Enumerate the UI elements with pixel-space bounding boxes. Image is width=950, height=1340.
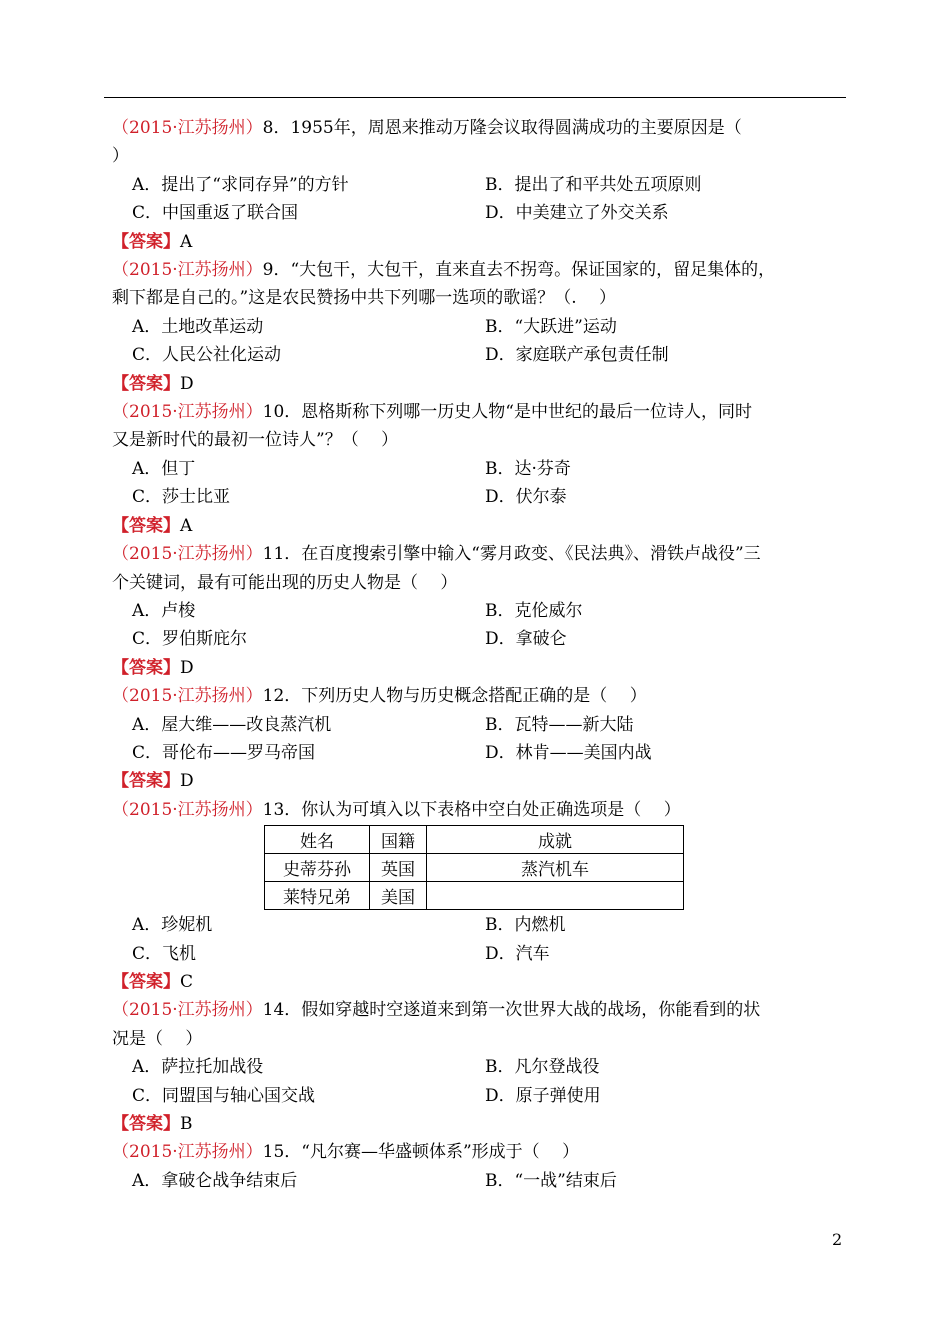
question-source: （2015·江苏扬州）	[112, 118, 263, 138]
options-row	[112, 455, 852, 483]
options-row	[112, 1167, 852, 1195]
question-8	[112, 114, 852, 256]
options-row	[112, 597, 852, 625]
answer-tag: 【答案】	[112, 657, 180, 678]
question-text-continued: 个关键词，最有可能出现的历史人物是（ ）	[112, 572, 458, 593]
page-number: 2	[832, 1230, 843, 1249]
table-row	[265, 854, 684, 882]
answer-value: D	[180, 657, 194, 678]
table-header-cell: 国籍	[370, 826, 427, 854]
question-stem	[112, 796, 852, 824]
option-b: B．“一战”结束后	[485, 1170, 617, 1191]
option-c: C．罗伯斯庇尔	[132, 629, 248, 650]
options-row	[112, 313, 852, 341]
option-b: B．凡尔登战役	[485, 1057, 600, 1078]
question-text-continued: 又是新时代的最初一位诗人”？（ ）	[112, 430, 399, 451]
question-source: （2015·江苏扬州）	[112, 1000, 263, 1021]
question-13	[112, 796, 852, 997]
options-row	[112, 940, 852, 968]
table-header-cell: 成就	[427, 826, 684, 854]
answer-tag: 【答案】	[112, 231, 180, 252]
question-stem	[112, 682, 852, 710]
answer-value: A	[180, 515, 193, 536]
option-d: D．伏尔泰	[485, 487, 567, 508]
option-d: D．汽车	[485, 943, 550, 964]
options-row	[112, 711, 852, 739]
answer-value: D	[180, 373, 194, 394]
table-row	[265, 882, 684, 910]
options-row	[112, 483, 852, 511]
question-11	[112, 540, 852, 682]
answer-line	[112, 767, 852, 795]
options-row	[112, 1053, 852, 1081]
answer-tag: 【答案】	[112, 771, 180, 792]
option-a: A．土地改革运动	[132, 316, 264, 337]
options-row	[112, 341, 852, 369]
option-a: A．萨拉托加战役	[132, 1057, 264, 1078]
question-12	[112, 682, 852, 796]
question-source: （2015·江苏扬州）	[112, 799, 263, 820]
table-cell: 莱特兄弟	[265, 882, 370, 910]
option-c: C．同盟国与轴心国交战	[132, 1085, 316, 1106]
question-text-continued: 剩下都是自己的。”这是农民赞扬中共下列哪一选项的歌谣？（. ）	[112, 288, 616, 309]
option-c: C．莎士比亚	[132, 487, 231, 508]
option-b: B．克伦威尔	[485, 600, 583, 621]
option-a: A．屋大维——改良蒸汽机	[132, 714, 332, 735]
options-row	[112, 911, 852, 939]
option-b: B．达·芬奇	[485, 458, 571, 479]
option-d: D．家庭联产承包责任制	[485, 345, 669, 366]
question-text: 9．“大包干，大包干，直来直去不拐弯。保证国家的，留足集体的，	[262, 260, 776, 281]
question-text: 15．“凡尔赛—华盛顿体系”形成于（ ）	[262, 1142, 580, 1163]
question-source: （2015·江苏扬州）	[112, 402, 263, 423]
answer-value: D	[180, 771, 194, 792]
question-source: （2015·江苏扬州）	[112, 544, 263, 565]
option-c: C．中国重返了联合国	[132, 203, 299, 224]
question-9	[112, 256, 852, 398]
question-text: 10．恩格斯称下列哪一历史人物“是中世纪的最后一位诗人，同时	[262, 402, 752, 423]
question-source: （2015·江苏扬州）	[112, 1142, 263, 1163]
option-d: D．中美建立了外交关系	[485, 203, 669, 224]
answer-value: B	[180, 1114, 193, 1134]
answer-tag: 【答案】	[112, 373, 180, 394]
option-b: B．“大跃进”运动	[485, 316, 617, 337]
answer-value: C	[180, 971, 194, 992]
question-stem	[112, 398, 852, 426]
question-stem	[112, 256, 852, 284]
option-d: D．原子弹使用	[485, 1085, 601, 1106]
achievement-table	[264, 825, 684, 910]
question-stem	[112, 540, 852, 568]
question-10	[112, 398, 852, 540]
option-a: A．但丁	[132, 458, 196, 479]
answer-tag: 【答案】	[112, 515, 180, 536]
question-text: 12．下列历史人物与历史概念搭配正确的是（ ）	[262, 686, 647, 707]
question-text: 14．假如穿越时空遂道来到第一次世界大战的战场，你能看到的状	[262, 1000, 761, 1021]
option-a: A．拿破仑战争结束后	[132, 1170, 298, 1191]
question-text-continued: ）	[112, 146, 129, 167]
question-source: （2015·江苏扬州）	[112, 260, 263, 281]
option-c: C．哥伦布——罗马帝国	[132, 742, 316, 763]
answer-line	[112, 654, 852, 682]
table-cell: 英国	[370, 854, 427, 882]
question-15	[112, 1138, 852, 1195]
answer-tag: 【答案】	[112, 971, 180, 992]
option-c: C．人民公社化运动	[132, 345, 282, 366]
option-d: D．林肯——美国内战	[485, 742, 652, 763]
option-b: B．内燃机	[485, 915, 566, 936]
options-row	[112, 199, 852, 227]
answer-line	[112, 512, 852, 540]
options-row	[112, 171, 852, 199]
option-c: C．飞机	[132, 943, 197, 964]
answer-line	[112, 968, 852, 996]
question-text: 13．你认为可填入以下表格中空白处正确选项是（ ）	[262, 799, 681, 820]
table-header-row	[265, 826, 684, 854]
table-cell: 美国	[370, 882, 427, 910]
options-row	[112, 1082, 852, 1110]
question-text-continued: 况是（ ）	[112, 1028, 203, 1049]
table-cell: 史蒂芬孙	[265, 854, 370, 882]
option-a: A．珍妮机	[132, 915, 213, 936]
question-source: （2015·江苏扬州）	[112, 686, 263, 707]
option-d: D．拿破仑	[485, 629, 567, 650]
answer-line	[112, 228, 852, 256]
answer-line	[112, 1110, 852, 1138]
question-14	[112, 996, 852, 1138]
question-list	[112, 114, 852, 1195]
question-stem	[112, 114, 852, 142]
question-text: 11．在百度搜索引擎中输入“雾月政变、《民法典》、滑铁卢战役”三	[262, 544, 761, 565]
options-row	[112, 739, 852, 767]
table-header-cell: 姓名	[265, 826, 370, 854]
option-b: B．瓦特——新大陆	[485, 714, 634, 735]
question-stem	[112, 996, 852, 1024]
option-b: B．提出了和平共处五项原则	[485, 174, 702, 195]
header-rule	[104, 97, 846, 98]
answer-tag: 【答案】	[112, 1114, 180, 1134]
table-cell-blank	[427, 882, 684, 910]
answer-value: A	[180, 231, 193, 252]
option-a: A．卢梭	[132, 600, 196, 621]
option-a: A．提出了“求同存异”的方针	[132, 174, 349, 195]
options-row	[112, 625, 852, 653]
table-cell: 蒸汽机车	[427, 854, 684, 882]
question-stem	[112, 1138, 852, 1166]
question-text: 8．1955年，周恩来推动万隆会议取得圆满成功的主要原因是（	[262, 118, 742, 138]
answer-line	[112, 370, 852, 398]
